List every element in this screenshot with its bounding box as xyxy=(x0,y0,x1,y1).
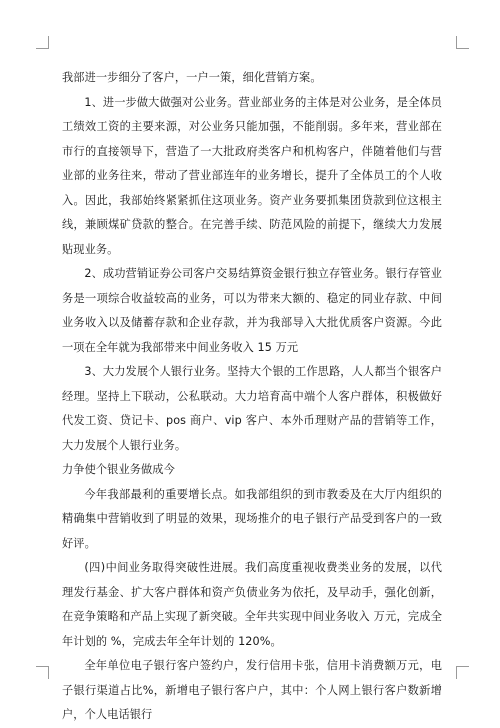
paragraph-4: 3、大力发展个人银行业务。坚持大个银的工作思路，人人都当个银客户经理。坚持上下联动，公私联动。大力培育高中端个人客户群体，积极做好代发工资、贷记卡、pos 商户、vip 客户、本外币理财产品的营销等工作，大力发展个人银行业务。 xyxy=(62,365,442,452)
crop-mark-bottom-right xyxy=(456,666,469,679)
paragraph-2: 1、进一步做大做强对公业务。营业部业务的主体是对公业务，是全体员工绩效工资的主要来源，对公业务只能加强，不能削弱。多年来，营业部在市行的直接领导下，营造了一大批政府类客户和机构客户，伴随着他们与营业部的业务往来，带动了营业部连年的业务增长，提升了全体员工的个人收入。因此，我部始终紧紧抓住这项业务。资产业务要抓集团贷款到位这根主线，兼顾煤矿贷款的整合。在完善手续、防范风险的前提下，继续大力发展贴现业务。 xyxy=(62,95,442,256)
crop-mark-top-right xyxy=(456,36,469,49)
paragraph-6: 今年我部最利的重要增长点。如我部组织的到市教委及在大厅内组织的精确集中营销收到了明显的效果，现场推介的电子银行产品受到客户的一致好评。 xyxy=(62,487,442,550)
paragraph-8: 全年单位电子银行客户签约户，发行信用卡张，信用卡消费额万元，电子银行渠道占比%，新增电子银行客户户，其中：个人网上银行客户数新增户，个人电话银行 xyxy=(62,659,442,721)
paragraph-3: 2、成功营销证券公司客户交易结算资金银行独立存管业务。银行存管业务是一项综合收益较高的业务，可以为带来大额的、稳定的同业存款、中间业务收入以及储蓄存款和企业存款，并为我部导入大批优质客户资源。今此一项在全年就为我部带来中间业务收入 15 万元 xyxy=(62,267,442,354)
paragraph-5: 力争使个银业务做成今 xyxy=(62,463,175,476)
crop-mark-bottom-left xyxy=(36,666,49,679)
document-body xyxy=(62,66,442,728)
paragraph-7: (四)中间业务取得突破性进展。我们高度重视收费类业务的发展，以代理发行基金、扩大客户群体和资产负债业务为依托，及早动手，强化创新，在竞争策略和产品上实现了新突破。全年共实现中间业务收入 万元，完成全年计划的 %，完成去年全年计划的 120%。 xyxy=(62,561,442,648)
crop-mark-top-left xyxy=(36,36,49,49)
paragraph-1: 我部进一步细分了客户，一户一策，细化营销方案。 xyxy=(62,71,322,84)
